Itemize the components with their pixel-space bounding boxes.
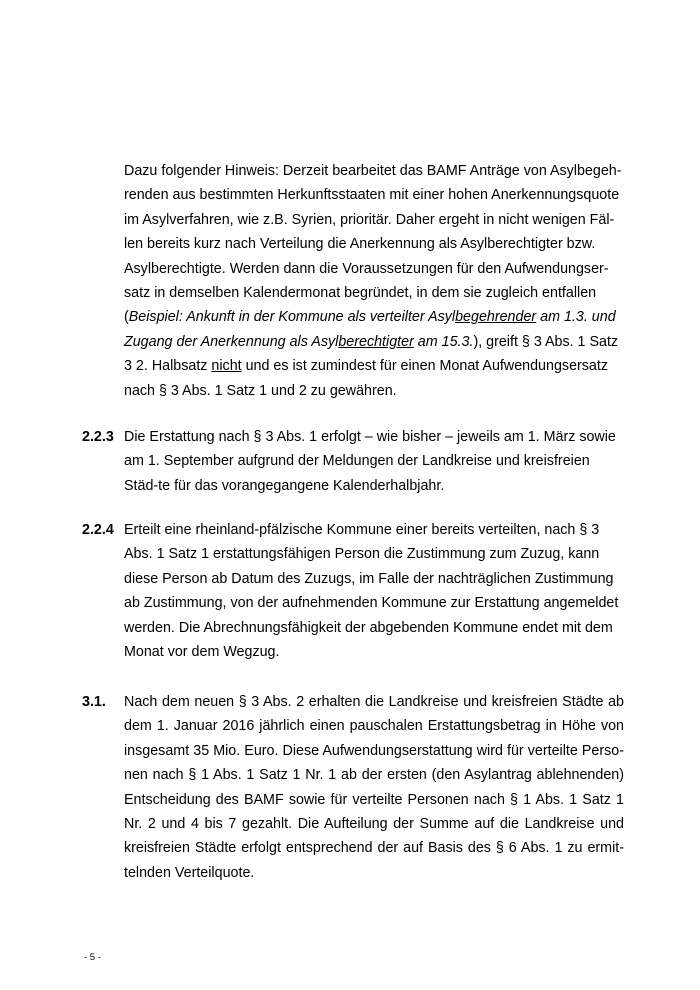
example-underlined-2: berechtigter — [338, 333, 414, 350]
section-number-2-2-3: 2.2.3 — [82, 429, 114, 445]
section-number-2-2-4: 2.2.4 — [82, 522, 114, 538]
hint-text-1: Dazu folgender Hinweis: Derzeit bearbeitet das BAMF Anträge von Asylbegeh-renden aus bestimmten Herkunftsstaaten mit einer hohen Anerkennungsquote im Asylverfahren, wie z.B. Syrien, prioritär. Daher ergeht in nicht wenigen Fäl-len bereits kurz nach Verteilung die Anerkennung als Asylberechtigter bzw. Asylberechtigte. Werden dann die Voraussetzungen für den Aufwendungser-satz in demselben Kalendermonat begründet, in dem sie zugleich entfallen ( — [124, 163, 622, 326]
example-underlined-1: begehrender — [455, 309, 537, 326]
section-2-2-4-text: Erteilt eine rheinland-pfälzische Kommune einer bereits verteilten, nach § 3 Abs. 1 Satz 1 erstattungsfähigen Person die Zustimmung zum Zuzug, kann diese Person ab Datum des Zuzugs, im Falle der nachträglichen Zustimmung ab Zustimmung, von der aufnehmenden Kommune zur Erstattung angemeldet werden. Die Abrechnungsfähigkeit der abgebenden Kommune endet mit dem Monat vor dem Wegzug. — [124, 522, 619, 661]
page-number: - 5 - — [84, 952, 101, 963]
section-2-2-3-text: Die Erstattung nach § 3 Abs. 1 erfolgt – wie bisher – jeweils am 1. März sowie am 1. September aufgrund der Meldungen der Landkreise und kreisfreien Städ-te für das vorangegangene Kalenderhalbjahr. — [124, 429, 616, 494]
section-number-3-1: 3.1. — [82, 694, 106, 710]
hint-paragraph — [124, 159, 624, 403]
example-part-1: Beispiel: Ankunft in der Kommune als verteilter Asyl — [128, 309, 456, 326]
example-part-2: am 1.3. und Zugang der Anerkennung als Asyl — [124, 309, 616, 350]
example-part-3: am 15.3. — [413, 333, 474, 350]
hint-text-2: ), greift § 3 Abs. 1 Satz 3 2. Halbsatz — [124, 333, 619, 375]
section-3-1-text: Nach dem neuen § 3 Abs. 2 erhalten die Landkreise und kreisfreien Städte ab dem 1. Januar 2016 jährlich einen pauschalen Erstattungsbetrag in Höhe von insgesamt 35 Mio. Euro. Diese Aufwendungserstattung wird für verteilte Perso-nen nach § 1 Abs. 1 Satz 1 Nr. 1 ab der ersten (den Asylantrag ablehnenden) Entscheidung des BAMF sowie für verteilte Personen nach § 1 Abs. 1 Satz 1 Nr. 2 und 4 bis 7 gezahlt. Die Aufteilung der Summe auf die Landkreise und kreisfreien Städte erfolgt entsprechend der auf Basis des § 6 Abs. 1 zu ermit-telnden Verteilquote. — [124, 694, 624, 881]
hint-text-3: und es ist zumindest für einen Monat Aufwendungsersatz nach § 3 Abs. 1 Satz 1 und 2 zu gewähren. — [124, 358, 608, 399]
hint-underlined-nicht: nicht — [211, 358, 242, 375]
